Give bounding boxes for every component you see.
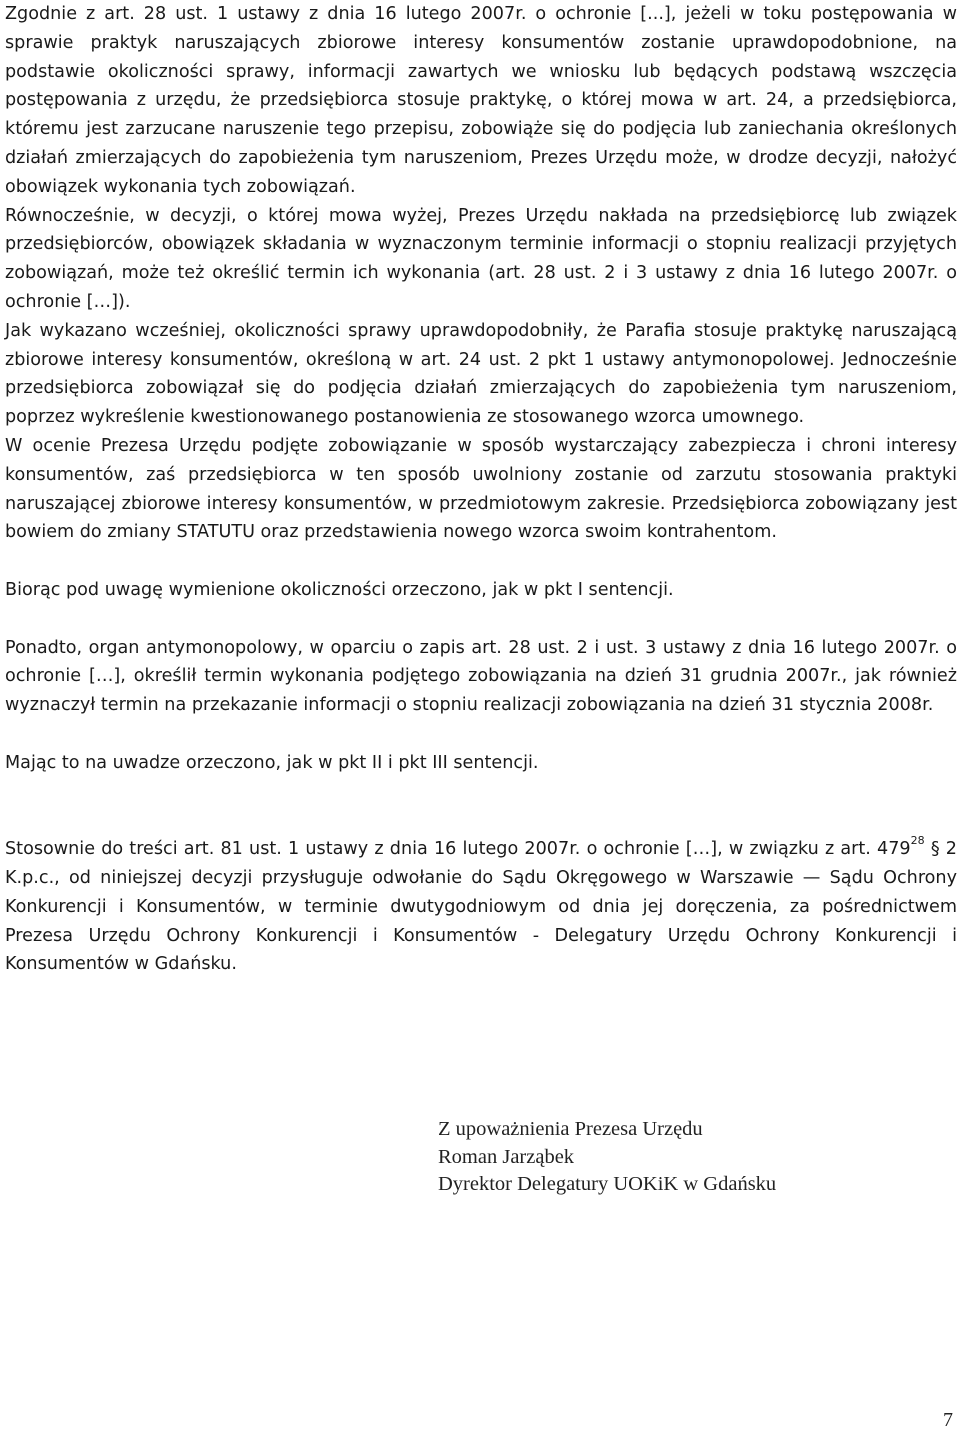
appeal-text-end: § 2 K.p.c., od niniejszej decyzji przysługuje odwołanie do Sądu Okręgowego w Warszawie — Sądu Ochrony Konkurencji i Konsumentów, w terminie dwutygodniowym od dnia jej doręczenia, za pośrednictwem Prezesa Urzędu Ochrony Konkurencji i Konsumentów - Delegatury Urzędu Ochrony Konkurencji i Konsumentów w Gdańsku. [5,839,957,975]
paragraph-appeal [5,835,957,979]
paragraph-president-assessment: W ocenie Prezesa Urzędu podjęte zobowiązanie w sposób wystarczający zabezpiecza i chroni interesy konsumentów, zaś przedsiębiorca w ten sposób uwolniony zostanie od zarzutu stosowania praktyki naruszającej zbiorowe interesy konsumentów, w przedmiotowym zakresie. Przedsiębiorca zobowiązany jest bowiem do zmiany STATUTU oraz przedstawienia nowego wzorca swoim kontrahentom. [5,435,957,543]
signature-authorization: Z upoważnienia Prezesa Urzędu [438,1118,703,1140]
signature-title: Dyrektor Delegatury UOKiK w Gdańsku [438,1173,777,1195]
signature-name: Roman Jarząbek [438,1145,575,1168]
paragraph-ruling-point-1: Biorąc pod uwagę wymienione okoliczności orzeczono, jak w pkt I sentencji. [5,579,674,600]
article-superscript: 28 [910,834,925,848]
signature-block [438,1116,776,1199]
paragraph-deadline: Ponadto, organ antymonopolowy, w oparciu o zapis art. 28 ust. 2 i ust. 3 ustawy z dnia 16 lutego 2007r. o ochronie […], określił termin wykonania podjętego zobowiązania na dzień 31 grudnia 2007r., jak również wyznaczył termin na przekazanie informacji o stopniu realizacji zobowiązania na dzień 31 stycznia 2008r. [5,637,957,716]
decision-text [5,0,957,979]
appeal-text-start: Stosownie do treści art. 81 ust. 1 ustawy z dnia 16 lutego 2007r. o ochronie […], w związku z art. 479 [5,839,911,860]
paragraph-art-28-ust-1: Zgodnie z art. 28 ust. 1 ustawy z dnia 16 lutego 2007r. o ochronie [...], jeżeli w toku postępowania w sprawie praktyk naruszających zbiorowe interesy konsumentów zostanie uprawdopodobnione, na podstawie okoliczności sprawy, informacji zawartych we wniosku lub będących podstawą wszczęcia postępowania z urzędu, że przedsiębiorca stosuje praktykę, o której mowa w art. 24, a przedsiębiorca, któremu jest zarzucane naruszenie tego przepisu, zobowiąże się do podjęcia lub zaniechania określonych działań zmierzających do zapobieżenia tym naruszeniom, Prezes Urzędu może, w drodze decyzji, nałożyć obowiązek wykonania tych zobowiązań. [5,4,957,197]
paragraph-simultaneously: Równocześnie, w decyzji, o której mowa wyżej, Prezes Urzędu nakłada na przedsiębiorcę lub związek przedsiębiorców, obowiązek składania w wyznaczonym terminie informacji o stopniu realizacji przyjętych zobowiązań, może też określić termin ich wykonania (art. 28 ust. 2 i 3 ustawy z dnia 16 lutego 2007r. o ochronie […]). [5,205,957,312]
page-number: 7 [943,1409,953,1431]
paragraph-ruling-points-2-3: Mając to na uwadze orzeczono, jak w pkt II i pkt III sentencji. [5,752,539,773]
paragraph-as-shown-earlier: Jak wykazano wcześniej, okoliczności sprawy uprawdopodobniły, że Parafia stosuje praktykę naruszającą zbiorowe interesy konsumentów, określoną w art. 24 ust. 2 pkt 1 ustawy antymonopolowej. Jednocześnie przedsiębiorca zobowiązał się do podjęcia działań zmierzających do zapobieżenia tym naruszeniom, poprzez wykreślenie kwestionowanego postanowienia ze stosowanego wzorca umownego. [5,320,957,428]
